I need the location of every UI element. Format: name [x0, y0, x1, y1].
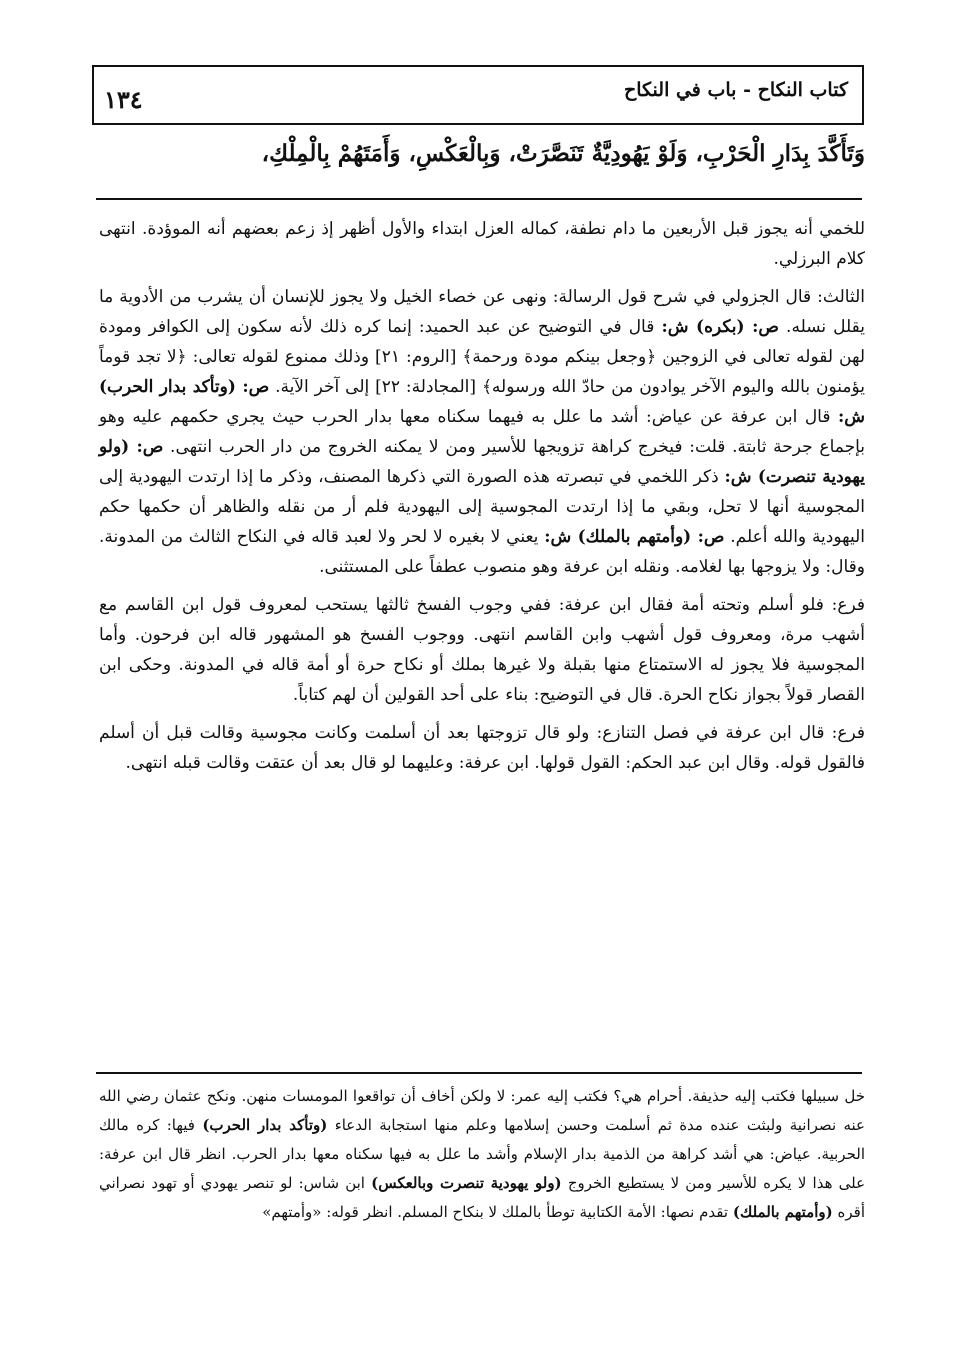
commentary-text: الثالث: قال الجزولي في شرح قول الرسالة: ونهى عن خصاء الخيل ولا يجوز للإنسان أن يشرب من الأدوية ما يقلل نسله.: [99, 287, 865, 337]
footnote-quote: (وتأكد بدار الحرب): [202, 1116, 328, 1134]
commentary-paragraph: فرع: قال ابن عرفة في فصل التنازع: ولو قال تزوجتها بعد أن أسلمت وكانت مجوسية وقالت قبل أن أسلم فالقول قوله. وقال ابن عبد الحكم: القول قولها. ابن عرفة: وعليهما لو قال بعد أن عتقت وقالت قبله انتهى.: [99, 723, 865, 773]
commentary-paragraph: [99, 282, 865, 582]
footnote-paragraph: [99, 1082, 865, 1227]
divider-line: [96, 198, 862, 200]
footnote-text: تقدم نصها: الأمة الكتابية توطأ بالملك لا بنكاح المسلم. انظر قوله: «وأمتهم»: [262, 1203, 729, 1221]
commentary-text: قال في التوضيح عن عبد الحميد: إنما كره ذلك لأنه سكون إلى الكوافر ومودة لهن لقوله تعالى في الزوجين ﴿وجعل بينكم مودة ورحمة﴾ [الروم: ٢١] وذلك ممنوع لقوله تعالى: ﴿لا تجد قوماً يؤمنون بالله واليوم الآخر يوادون من حادّ الله ورسوله﴾ [المجادلة: ٢٢] إلى آخر الآية.: [99, 317, 866, 397]
footnote-text: ابن شاس: لو تنصر يهودي أو تهود نصراني أقره: [99, 1174, 865, 1221]
commentary-paragraph: فرع: فلو أسلم وتحته أمة فقال ابن عرفة: ففي وجوب الفسخ ثالثها يستحب لمعروف قول ابن القاسم مع أشهب مرة، ومعروف قول أشهب وابن القاسم انتهى. ووجوب الفسخ هو المشهور قاله ابن فرحون. وأما المجوسية فلا يجوز له الاستمتاع منها بقبلة ولا غيرها بملك أو نكاح حرة أو أمة قاله في المدونة. وحكى ابن القصار قولاً بجواز نكاح الحرة. قال في التوضيح: بناء على أحد القولين أن لهم كتاباً.: [99, 595, 865, 705]
footnote-quote: (وأمتهم بالملك): [732, 1203, 833, 1221]
footnote-quote: (ولو يهودية تنصرت وبالعكس): [371, 1174, 562, 1192]
matn-quote: ص: (وتأكد بدار الحرب) ش:: [99, 377, 866, 427]
main-text-line: وَتَأَكَّدَ بِدَارِ الْحَرْبِ، وَلَوْ يَهُودِيَّةٌ تَنَصَّرَتْ، وَبِالْعَكْسِ، وَأَمَتَهُمْ بِالْمِلْكِ،: [261, 140, 865, 167]
footnote-text: فيها: كره مالك الحربية. عياض: هي أشد كراهة من الذمية بدار الإسلام وأشد ما علل به فيها سكناه معها بدار الحرب. انظر قال ابن عرفة: على هذا لا يكره للأسير ومن لا يستطيع الخروج: [99, 1116, 866, 1192]
commentary-paragraph: للخمي أنه يجوز قبل الأربعين ما دام نطفة، كماله العزل ابتداء والأول أظهر إذ زعم بعضهم أنه الموؤدة. انتهى كلام البرزلي.: [99, 219, 865, 269]
commentary-body: [99, 214, 865, 786]
footnotes: [99, 1082, 865, 1227]
matn-quote: ص: (بكره) ش:: [661, 317, 779, 337]
running-header: [92, 65, 864, 125]
commentary-text: قال ابن عرفة عن عياض: أشد ما علل به فيهما سكناه معها بدار الحرب حيث يجري حكمهم عليه وهو بإجماع جرحة ثابتة. قلت: فيخرج كراهة تزويجها للأسير ومن لا يمكنه الخروج من دار الحرب انتهى.: [99, 407, 865, 457]
chapter-title: كتاب النكاح - باب في النكاح: [624, 79, 848, 101]
commentary-text: ذكر اللخمي في تبصرته هذه الصورة التي ذكرها المصنف، وذكر ما إذا ارتدت اليهودية إلى المجوسية أنها لا تحل، وبقي ما إذا ارتدت المجوسية إلى اليهودية فلم أر من نقله والظاهر أن حكمها حكم اليهودية والله أعلم.: [99, 467, 866, 547]
commentary-text: يعني لا بغيره لا لحر ولا لعبد قاله في النكاح الثالث من المدونة. وقال: ولا يزوجها بها لغلامه. ونقله ابن عرفة وهو منصوب عطفاً على المستثنى.: [99, 527, 865, 577]
footnote-divider: [96, 1072, 862, 1074]
matn-quote: ص: (وأمتهم بالملك) ش:: [544, 527, 725, 547]
footnote-text: خل سبيلها فكتب إليه حذيفة. أحرام هي؟ فكتب إليه عمر: لا ولكن أخاف أن تواقعوا المومسات منهن. ونكح عثمان رضي الله عنه نصرانية ولبثت عنده مدة ثم أسلمت وحسن إسلامها وعلم منها استجابة الدعاء: [99, 1087, 865, 1134]
page-number: ١٣٤: [104, 85, 143, 114]
matn-quote: ص: (ولو يهودية تنصرت) ش:: [99, 437, 865, 487]
